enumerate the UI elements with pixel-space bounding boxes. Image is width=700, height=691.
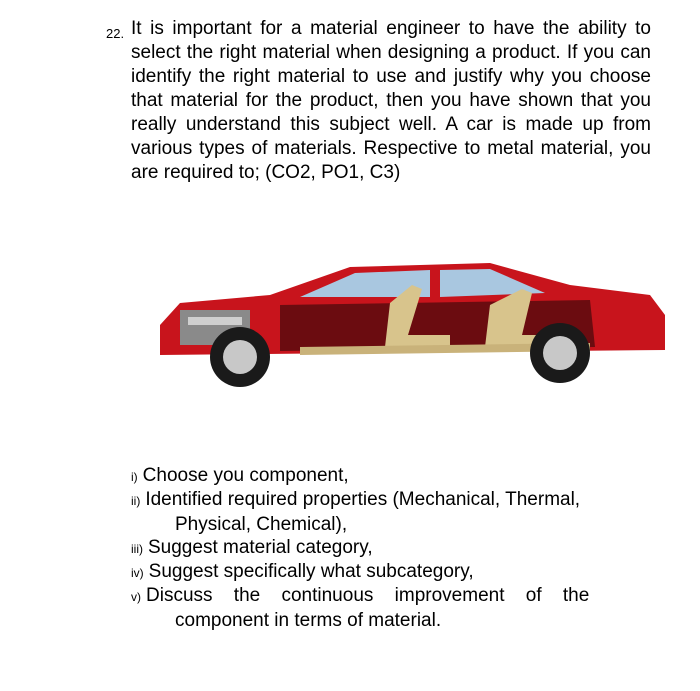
car-cutaway-illustration (150, 255, 670, 390)
task-text: Suggest material category, (148, 537, 373, 558)
task-item-4 (131, 560, 651, 585)
task-text-continued: component in terms of material. (175, 610, 442, 631)
task-item-3 (131, 536, 651, 561)
task-text: Discuss the continuous improvement of the (146, 585, 590, 606)
task-numeral: v) (131, 590, 141, 604)
question-text: It is important for a material engineer to have the ability to select the right material when designing a product. If you can identify the right material to use and justify why you choose that material for the product, then you have shown that you really understand this subject well. A car is made up from various types of materials. Respective to metal material, you are required to; (CO2, PO1, C3) (131, 18, 651, 183)
task-text: Choose you component, (142, 465, 349, 486)
task-numeral: iv) (131, 566, 144, 580)
task-numeral: i) (131, 470, 138, 484)
task-text: Identified required properties (Mechanical, Thermal, (145, 489, 581, 510)
task-item-5 (131, 584, 651, 633)
car-icon (150, 255, 670, 390)
engine-detail (188, 317, 242, 325)
rear-rim (543, 336, 577, 370)
task-text: Suggest specifically what subcategory, (148, 561, 474, 582)
task-numeral: ii) (131, 494, 141, 508)
question-number: 22. (106, 26, 125, 41)
task-text-continued: Physical, Chemical), (175, 514, 348, 535)
front-rim (223, 340, 257, 374)
task-item-1 (131, 464, 651, 489)
task-numeral: iii) (131, 542, 143, 556)
task-item-2 (131, 488, 651, 537)
